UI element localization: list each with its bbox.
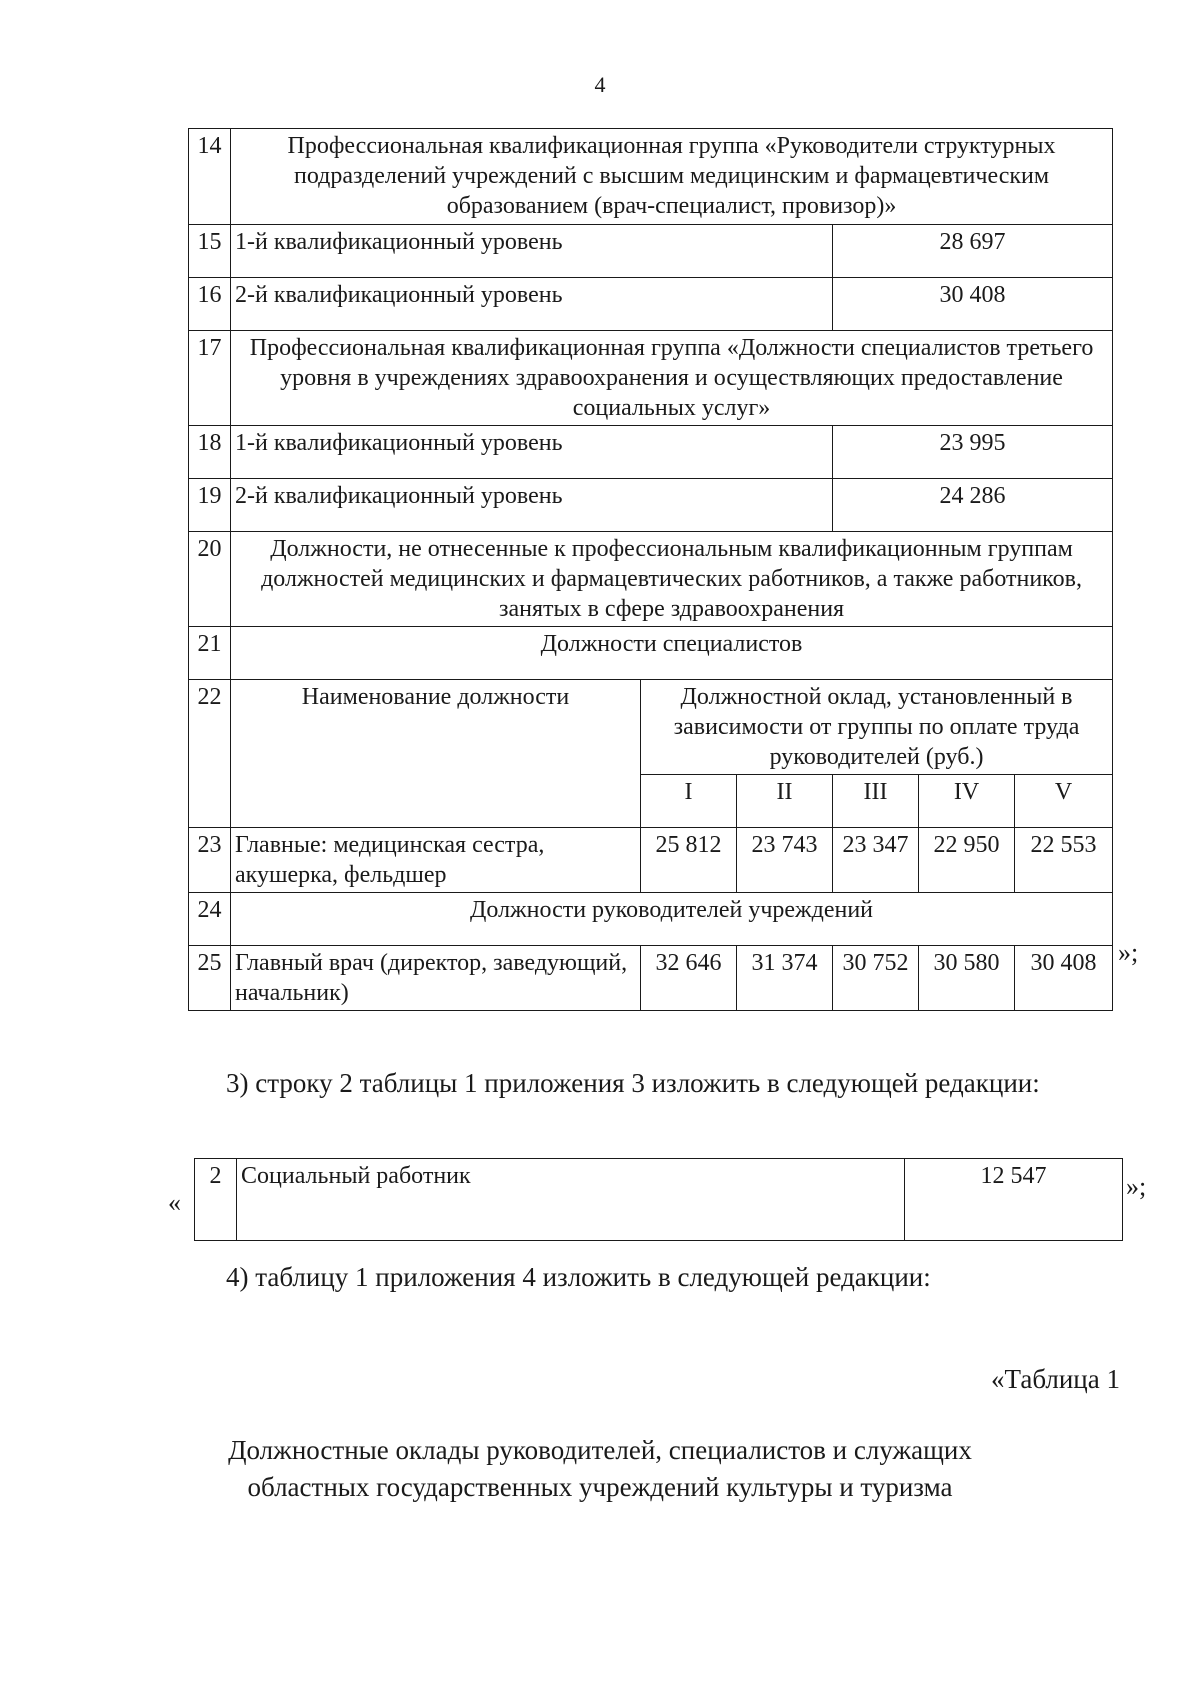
table-row: [189, 331, 1113, 426]
table-row: [189, 225, 1113, 278]
group-heading: Должности, не отнесенные к профессиональным квалификационным группам должностей медицинских и фармацевтических работников, а также работников, занятых в сфере здравоохранения: [231, 532, 1113, 627]
row-number: 24: [189, 893, 231, 946]
salary-value: 30 408: [1015, 946, 1113, 1011]
table-row: [189, 129, 1113, 225]
closing-quote: »;: [1126, 1172, 1147, 1201]
amendment-item-3: 3) строку 2 таблицы 1 приложения 3 изложить в следующей редакции:: [226, 1068, 1040, 1098]
group-header: II: [737, 775, 833, 828]
table-header-row: [189, 680, 1113, 775]
salary-value: 23 995: [833, 426, 1113, 479]
level-label: 1-й квалификационный уровень: [231, 426, 833, 479]
row-number: 14: [189, 129, 231, 225]
position-name: Главный врач (директор, заведующий, начальник): [231, 946, 641, 1011]
page-number: 4: [594, 72, 606, 97]
column-header-salary: Должностной оклад, установленный в зависимости от группы по оплате труда руководителей (руб.): [641, 680, 1113, 775]
salary-value: 23 347: [833, 828, 919, 893]
table-row: [189, 532, 1113, 627]
group-heading: Профессиональная квалификационная группа «Должности специалистов третьего уровня в учреждениях здравоохранения и осуществляющих предоставление социальных услуг»: [231, 331, 1113, 426]
table-row: [189, 946, 1113, 1011]
social-worker-table: [194, 1158, 1123, 1241]
row-number: 17: [189, 331, 231, 426]
amendment-item-4: 4) таблицу 1 приложения 4 изложить в следующей редакции:: [226, 1262, 931, 1292]
closing-quote: »;: [1118, 938, 1139, 967]
row-number: 15: [189, 225, 231, 278]
salary-value: 23 743: [737, 828, 833, 893]
salary-value: 12 547: [905, 1159, 1123, 1241]
table-title-line: областных государственных учреждений культуры и туризма: [247, 1472, 953, 1502]
table-title: [0, 1432, 1200, 1506]
row-number: 16: [189, 278, 231, 331]
table-title-line: Должностные оклады руководителей, специалистов и служащих: [228, 1435, 972, 1465]
row-number: 25: [189, 946, 231, 1011]
table-label: «Таблица 1: [991, 1364, 1120, 1394]
table-row: [195, 1159, 1123, 1241]
row-number: 23: [189, 828, 231, 893]
salary-value: 31 374: [737, 946, 833, 1011]
position-name: Социальный работник: [237, 1159, 905, 1241]
table-row: [189, 479, 1113, 532]
level-label: 1-й квалификационный уровень: [231, 225, 833, 278]
salary-value: 28 697: [833, 225, 1113, 278]
row-number: 22: [189, 680, 231, 828]
section-heading: Должности специалистов: [231, 627, 1113, 680]
level-label: 2-й квалификационный уровень: [231, 479, 833, 532]
group-header: I: [641, 775, 737, 828]
salary-value: 30 580: [919, 946, 1015, 1011]
table-row: [189, 893, 1113, 946]
table-row: [189, 828, 1113, 893]
row-number: 2: [195, 1159, 237, 1241]
salary-table: [188, 128, 1113, 1011]
group-header: IV: [919, 775, 1015, 828]
row-number: 19: [189, 479, 231, 532]
group-header: III: [833, 775, 919, 828]
position-name: Главные: медицинская сестра, акушерка, фельдшер: [231, 828, 641, 893]
salary-value: 32 646: [641, 946, 737, 1011]
salary-value: 30 408: [833, 278, 1113, 331]
table-row: [189, 278, 1113, 331]
column-header-name: Наименование должности: [231, 680, 641, 828]
level-label: 2-й квалификационный уровень: [231, 278, 833, 331]
salary-value: 25 812: [641, 828, 737, 893]
group-heading: Профессиональная квалификационная группа «Руководители структурных подразделений учреждений с высшим медицинским и фармацевтическим образованием (врач-специалист, провизор)»: [231, 129, 1113, 225]
opening-quote: «: [168, 1188, 181, 1217]
salary-value: 24 286: [833, 479, 1113, 532]
salary-value: 22 553: [1015, 828, 1113, 893]
table-row: [189, 627, 1113, 680]
table-row: [189, 426, 1113, 479]
group-header: V: [1015, 775, 1113, 828]
section-heading: Должности руководителей учреждений: [231, 893, 1113, 946]
row-number: 20: [189, 532, 231, 627]
row-number: 21: [189, 627, 231, 680]
salary-value: 30 752: [833, 946, 919, 1011]
salary-value: 22 950: [919, 828, 1015, 893]
row-number: 18: [189, 426, 231, 479]
